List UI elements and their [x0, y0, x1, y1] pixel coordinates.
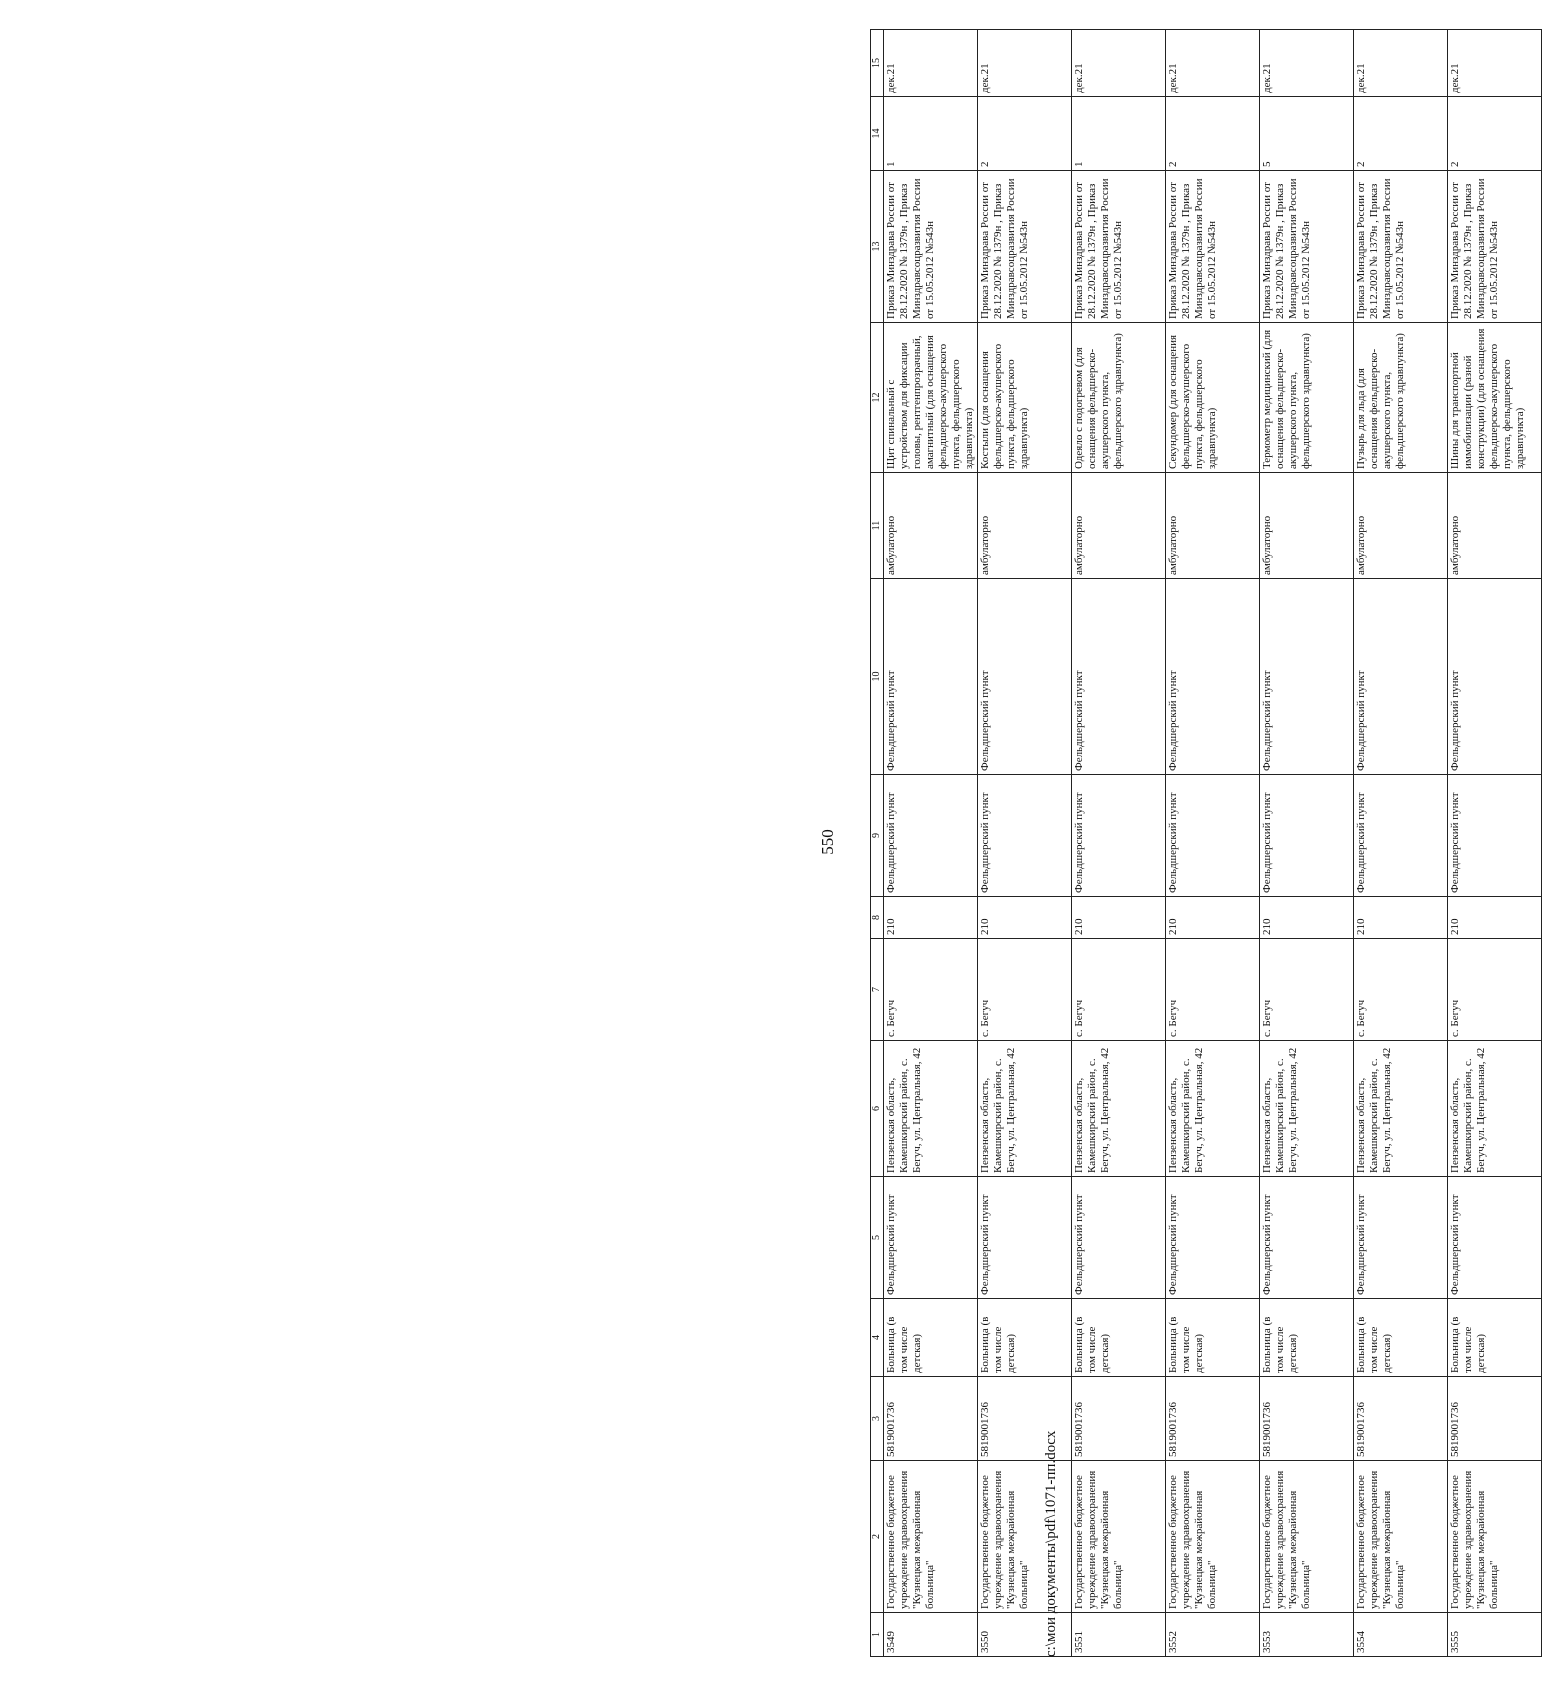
equipment-name-cell: Термометр медицинский (для оснащения фельдшерско-акушерского пункта, фельдшерского здравпункта): [1260, 323, 1354, 473]
unit-name-cell: Фельдшерский пункт: [1260, 1177, 1354, 1299]
row-number-cell: 3552: [1166, 1613, 1260, 1657]
quantity-cell: 2: [978, 97, 1072, 171]
locality-cell: с. Бегуч: [884, 939, 978, 1041]
organization-name-cell: Государственное бюджетное учреждение здравоохранения "Кузнецкая межрайонная больница": [884, 1461, 978, 1613]
locality-cell: с. Бегуч: [978, 939, 1072, 1041]
subunit-name-cell: Фельдшерский пункт: [978, 579, 1072, 775]
inn-cell: 5819001736: [1260, 1377, 1354, 1461]
institution-type-cell: Больница (в том числе детская): [1448, 1299, 1542, 1377]
inn-cell: 5819001736: [1166, 1377, 1260, 1461]
date-cell: дек.21: [1354, 30, 1448, 97]
address-cell: Пензенская область, Камешкирский район, с. Бегуч, ул. Центральная, 42: [884, 1041, 978, 1177]
inn-cell: 5819001736: [884, 1377, 978, 1461]
inn-cell: 5819001736: [978, 1377, 1072, 1461]
subunit-name-cell: Фельдшерский пункт: [1166, 579, 1260, 775]
date-cell: дек.21: [884, 30, 978, 97]
profile-cell: Фельдшерский пункт: [884, 775, 978, 897]
locality-cell: с. Бегуч: [1354, 939, 1448, 1041]
unit-name-cell: Фельдшерский пункт: [978, 1177, 1072, 1299]
institution-type-cell: Больница (в том числе детская): [978, 1299, 1072, 1377]
date-cell: дек.21: [978, 30, 1072, 97]
equipment-name-cell: Одеяло с подогревом (для оснащения фельдшерско-акушерского пункта, фельдшерского здравпункта): [1072, 323, 1166, 473]
unit-name-cell: Фельдшерский пункт: [1166, 1177, 1260, 1299]
institution-type-cell: Больница (в том числе детская): [1260, 1299, 1354, 1377]
care-form-cell: амбулаторно: [1448, 473, 1542, 579]
quantity-cell: 2: [1448, 97, 1542, 171]
column-number-6: 6: [871, 1041, 884, 1177]
locality-cell: с. Бегуч: [1448, 939, 1542, 1041]
subunit-name-cell: Фельдшерский пункт: [1448, 579, 1542, 775]
column-number-14: 14: [871, 97, 884, 171]
legal-basis-cell: Приказ Минздрава России от 28.12.2020 № 1379н , Приказ Минздравсоцразвития России от 15.05.2012 №543н: [978, 171, 1072, 323]
table-row: [1354, 30, 1448, 1657]
legal-basis-cell: Приказ Минздрава России от 28.12.2020 № 1379н , Приказ Минздравсоцразвития России от 15.05.2012 №543н: [1166, 171, 1260, 323]
equipment-name-cell: Костыли (для оснащения фельдшерско-акушерского пункта, фельдшерского здравпункта): [978, 323, 1072, 473]
organization-name-cell: Государственное бюджетное учреждение здравоохранения "Кузнецкая межрайонная больница": [1260, 1461, 1354, 1613]
quantity-cell: 2: [1354, 97, 1448, 171]
column-number-15: 15: [871, 30, 884, 97]
care-form-cell: амбулаторно: [978, 473, 1072, 579]
institution-type-cell: Больница (в том числе детская): [1166, 1299, 1260, 1377]
column-number-5: 5: [871, 1177, 884, 1299]
legal-basis-cell: Приказ Минздрава России от 28.12.2020 № 1379н , Приказ Минздравсоцразвития России от 15.05.2012 №543н: [884, 171, 978, 323]
institution-type-cell: Больница (в том числе детская): [1072, 1299, 1166, 1377]
inn-cell: 5819001736: [1448, 1377, 1542, 1461]
care-form-cell: амбулаторно: [1166, 473, 1260, 579]
quantity-cell: 2: [1166, 97, 1260, 171]
code-cell: 210: [1448, 897, 1542, 939]
address-cell: Пензенская область, Камешкирский район, с. Бегуч, ул. Центральная, 42: [1072, 1041, 1166, 1177]
equipment-name-cell: Секундомер (для оснащения фельдшерско-акушерского пункта, фельдшерского здравпункта): [1166, 323, 1260, 473]
address-cell: Пензенская область, Камешкирский район, с. Бегуч, ул. Центральная, 42: [1354, 1041, 1448, 1177]
inn-cell: 5819001736: [1072, 1377, 1166, 1461]
row-number-cell: 3555: [1448, 1613, 1542, 1657]
date-cell: дек.21: [1448, 30, 1542, 97]
column-number-row: [871, 30, 884, 1657]
column-number-8: 8: [871, 897, 884, 939]
table-row: [1072, 30, 1166, 1657]
subunit-name-cell: Фельдшерский пункт: [1260, 579, 1354, 775]
column-number-7: 7: [871, 939, 884, 1041]
unit-name-cell: Фельдшерский пункт: [884, 1177, 978, 1299]
date-cell: дек.21: [1072, 30, 1166, 97]
table-row: [1448, 30, 1542, 1657]
profile-cell: Фельдшерский пункт: [1354, 775, 1448, 897]
subunit-name-cell: Фельдшерский пункт: [1354, 579, 1448, 775]
unit-name-cell: Фельдшерский пункт: [1072, 1177, 1166, 1299]
quantity-cell: 5: [1260, 97, 1354, 171]
address-cell: Пензенская область, Камешкирский район, с. Бегуч, ул. Центральная, 42: [1448, 1041, 1542, 1177]
date-cell: дек.21: [1166, 30, 1260, 97]
institution-type-cell: Больница (в том числе детская): [884, 1299, 978, 1377]
care-form-cell: амбулаторно: [884, 473, 978, 579]
quantity-cell: 1: [1072, 97, 1166, 171]
column-number-13: 13: [871, 171, 884, 323]
column-number-4: 4: [871, 1299, 884, 1377]
column-number-11: 11: [871, 473, 884, 579]
equipment-name-cell: Пузырь для льда (для оснащения фельдшерско-акушерского пункта, фельдшерского здравпункта): [1354, 323, 1448, 473]
code-cell: 210: [1072, 897, 1166, 939]
column-number-2: 2: [871, 1461, 884, 1613]
column-number-9: 9: [871, 775, 884, 897]
institution-type-cell: Больница (в том числе детская): [1354, 1299, 1448, 1377]
locality-cell: с. Бегуч: [1260, 939, 1354, 1041]
legal-basis-cell: Приказ Минздрава России от 28.12.2020 № 1379н , Приказ Минздравсоцразвития России от 15.05.2012 №543н: [1072, 171, 1166, 323]
code-cell: 210: [884, 897, 978, 939]
code-cell: 210: [1166, 897, 1260, 939]
profile-cell: Фельдшерский пункт: [1448, 775, 1542, 897]
legal-basis-cell: Приказ Минздрава России от 28.12.2020 № 1379н , Приказ Минздравсоцразвития России от 15.05.2012 №543н: [1354, 171, 1448, 323]
organization-name-cell: Государственное бюджетное учреждение здравоохранения "Кузнецкая межрайонная больница": [1354, 1461, 1448, 1613]
organization-name-cell: Государственное бюджетное учреждение здравоохранения "Кузнецкая межрайонная больница": [1072, 1461, 1166, 1613]
table-body: [884, 30, 1542, 1657]
legal-basis-cell: Приказ Минздрава России от 28.12.2020 № 1379н , Приказ Минздравсоцразвития России от 15.05.2012 №543н: [1260, 171, 1354, 323]
organization-name-cell: Государственное бюджетное учреждение здравоохранения "Кузнецкая межрайонная больница": [1166, 1461, 1260, 1613]
date-cell: дек.21: [1260, 30, 1354, 97]
equipment-name-cell: Щит спинальный с устройством для фиксации головы, рентгенпрозрачный, амагнитный (для оснащения фельдшерско-акушерского пункта, фельдшерского здравпункта): [884, 323, 978, 473]
care-form-cell: амбулаторно: [1260, 473, 1354, 579]
code-cell: 210: [1260, 897, 1354, 939]
locality-cell: с. Бегуч: [1072, 939, 1166, 1041]
subunit-name-cell: Фельдшерский пункт: [884, 579, 978, 775]
code-cell: 210: [1354, 897, 1448, 939]
organization-name-cell: Государственное бюджетное учреждение здравоохранения "Кузнецкая межрайонная больница": [978, 1461, 1072, 1613]
equipment-table: [870, 29, 1542, 1657]
unit-name-cell: Фельдшерский пункт: [1448, 1177, 1542, 1299]
column-number-1: 1: [871, 1613, 884, 1657]
profile-cell: Фельдшерский пункт: [1166, 775, 1260, 897]
row-number-cell: 3554: [1354, 1613, 1448, 1657]
footer-file-path: c:\мои документы\pdf\1071-пп.docx: [1043, 1430, 1059, 1657]
row-number-cell: 3550: [978, 1613, 1072, 1657]
address-cell: Пензенская область, Камешкирский район, с. Бегуч, ул. Центральная, 42: [1260, 1041, 1354, 1177]
care-form-cell: амбулаторно: [1354, 473, 1448, 579]
table-row: [1260, 30, 1354, 1657]
quantity-cell: 1: [884, 97, 978, 171]
column-number-3: 3: [871, 1377, 884, 1461]
care-form-cell: амбулаторно: [1072, 473, 1166, 579]
table-row: [1166, 30, 1260, 1657]
column-number-12: 12: [871, 323, 884, 473]
address-cell: Пензенская область, Камешкирский район, с. Бегуч, ул. Центральная, 42: [978, 1041, 1072, 1177]
page-number: 550: [818, 829, 837, 855]
table-row: [884, 30, 978, 1657]
inn-cell: 5819001736: [1354, 1377, 1448, 1461]
organization-name-cell: Государственное бюджетное учреждение здравоохранения "Кузнецкая межрайонная больница": [1448, 1461, 1542, 1613]
column-number-10: 10: [871, 579, 884, 775]
profile-cell: Фельдшерский пункт: [1260, 775, 1354, 897]
profile-cell: Фельдшерский пункт: [1072, 775, 1166, 897]
locality-cell: с. Бегуч: [1166, 939, 1260, 1041]
unit-name-cell: Фельдшерский пункт: [1354, 1177, 1448, 1299]
subunit-name-cell: Фельдшерский пункт: [1072, 579, 1166, 775]
legal-basis-cell: Приказ Минздрава России от 28.12.2020 № 1379н , Приказ Минздравсоцразвития России от 15.05.2012 №543н: [1448, 171, 1542, 323]
profile-cell: Фельдшерский пункт: [978, 775, 1072, 897]
table-row: [978, 30, 1072, 1657]
address-cell: Пензенская область, Камешкирский район, с. Бегуч, ул. Центральная, 42: [1166, 1041, 1260, 1177]
row-number-cell: 3551: [1072, 1613, 1166, 1657]
code-cell: 210: [978, 897, 1072, 939]
equipment-name-cell: Шины для транспортной иммобилизации (разной конструкции) (для оснащения фельдшерско-акушерского пункта, фельдшерского здравпункта): [1448, 323, 1542, 473]
row-number-cell: 3549: [884, 1613, 978, 1657]
row-number-cell: 3553: [1260, 1613, 1354, 1657]
